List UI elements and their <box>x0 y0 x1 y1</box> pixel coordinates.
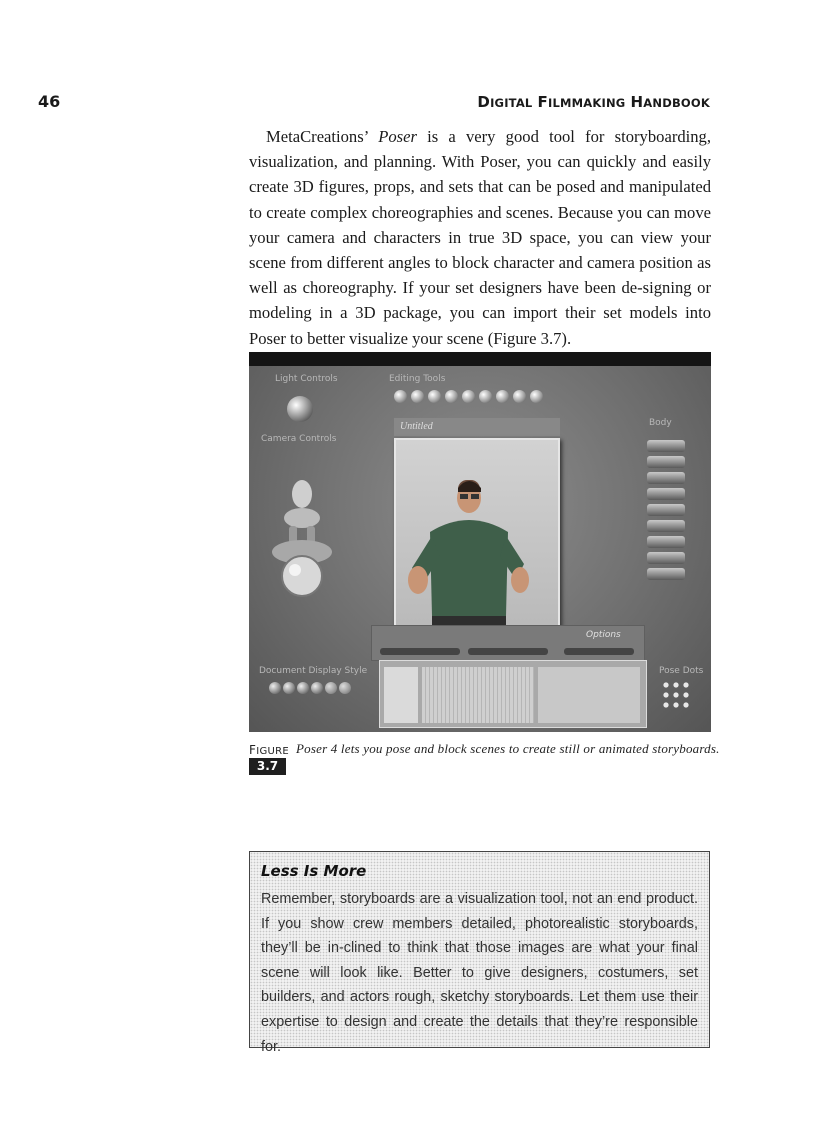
figure-caption: Poser 4 lets you pose and block scenes to create still or animated storyboards. <box>296 741 720 756</box>
body-part-button[interactable] <box>647 536 685 548</box>
figure-label-initial: F <box>249 743 257 757</box>
document-window-title: Untitled <box>394 418 560 436</box>
running-head <box>477 93 710 111</box>
body-para-start: MetaCreations’ <box>266 127 379 146</box>
library-grid[interactable] <box>422 667 534 723</box>
screenshot-title-bar <box>249 352 711 366</box>
library-list[interactable] <box>384 667 418 723</box>
editing-tool-icon[interactable] <box>445 390 458 403</box>
display-style-icon[interactable] <box>339 682 351 694</box>
editing-tools-row <box>394 390 554 406</box>
editing-tool-icon[interactable] <box>479 390 492 403</box>
body-part-button[interactable] <box>647 552 685 564</box>
display-style-icon[interactable] <box>283 682 295 694</box>
editing-tool-icon[interactable] <box>428 390 441 403</box>
running-head-w1-rest: IGITAL <box>490 96 533 110</box>
editing-tool-icon[interactable] <box>411 390 424 403</box>
running-head-w1-initial: D <box>477 93 491 111</box>
body-part-button[interactable] <box>647 520 685 532</box>
timeline-strip[interactable] <box>468 648 548 655</box>
body-part-button[interactable] <box>647 440 685 452</box>
document-viewport[interactable] <box>394 438 560 634</box>
body-paragraph <box>249 124 711 351</box>
editing-tool-icon[interactable] <box>462 390 475 403</box>
display-style-icon[interactable] <box>325 682 337 694</box>
body-part-button[interactable] <box>647 472 685 484</box>
editing-tools-label: Editing Tools <box>389 374 446 384</box>
light-control-ball-icon <box>287 396 313 422</box>
timeline-strip[interactable] <box>380 648 460 655</box>
display-style-icon[interactable] <box>311 682 323 694</box>
pose-dots-label: Pose Dots <box>659 666 704 676</box>
timeline-strip[interactable] <box>564 648 634 655</box>
figure-screenshot <box>249 352 711 732</box>
options-label: Options <box>586 630 621 640</box>
figure-label <box>249 743 289 757</box>
editing-tool-icon[interactable] <box>496 390 509 403</box>
running-head-w2-rest: ILMMAKING <box>548 96 626 110</box>
pose-dots-grid <box>661 680 691 710</box>
editing-tool-icon[interactable] <box>513 390 526 403</box>
page-number: 46 <box>38 92 61 111</box>
body-panel-label: Body <box>649 418 672 428</box>
running-head-w3-rest: ANDBOOK <box>643 96 710 110</box>
library-panel <box>379 660 647 728</box>
sidebar-box <box>249 851 710 1055</box>
display-style-row <box>269 682 369 696</box>
figure-number-badge: 3.7 <box>249 758 286 775</box>
running-head-w2-initial: F <box>537 93 548 111</box>
animation-controls-bar[interactable] <box>371 625 645 661</box>
editing-tool-icon[interactable] <box>394 390 407 403</box>
display-style-icon[interactable] <box>269 682 281 694</box>
body-part-button[interactable] <box>647 488 685 500</box>
sidebar-body: Remember, storyboards are a visualization tool, not an end product. If you show crew members detailed, photorealistic storyboards, they’ll be in-clined to think that those images are what your final scene will look like. Better to give designers, costumers, set builders, and actors rough, sketchy storyboards. Let them use their expertise to design and create the details that they’re responsible for. <box>261 891 698 1055</box>
body-part-button[interactable] <box>647 568 685 580</box>
body-para-rest: is a very good tool for storyboarding, visualization, and planning. With Poser, you can quickly and easily create 3D figures, props, and sets that can be posed and manipulated to create complex choreographies and scenes. Because you can move your camera and characters in true 3D space, you can view your scene from different angles to block character and camera position as well as choreography. If your set designers have been de-signing or modeling in a 3D package, you can import their set models into Poser to better visualize your scene (Figure 3.7). <box>249 127 711 348</box>
document-display-style-label: Document Display Style <box>259 666 368 676</box>
light-controls-label: Light Controls <box>275 374 338 384</box>
camera-controls-icon <box>267 472 337 602</box>
library-preview <box>538 667 640 723</box>
body-part-button[interactable] <box>647 456 685 468</box>
editing-tool-icon[interactable] <box>530 390 543 403</box>
poser-product-name: Poser <box>378 127 417 146</box>
camera-controls-label: Camera Controls <box>261 434 337 444</box>
body-part-button[interactable] <box>647 504 685 516</box>
display-style-icon[interactable] <box>297 682 309 694</box>
running-head-w3-initial: H <box>630 93 644 111</box>
sidebar-title: Less Is More <box>261 862 367 880</box>
figure-label-rest: IGURE <box>256 746 289 757</box>
posed-figure-icon <box>396 440 558 632</box>
